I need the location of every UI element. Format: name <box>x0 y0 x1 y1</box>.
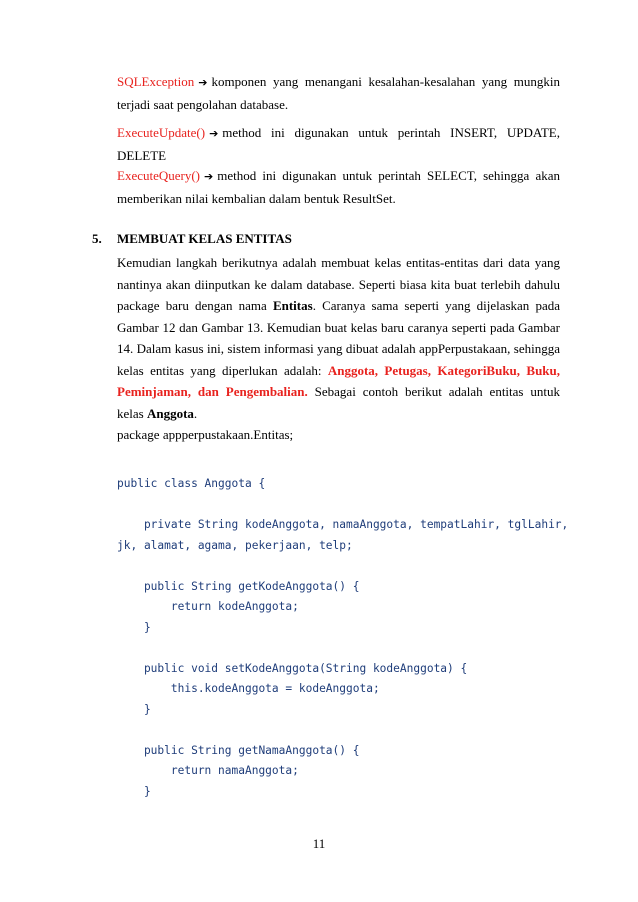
method-description: method ini digunakan untuk perintah INSERT, UPDATE, DELETE <box>117 125 560 163</box>
arrow-right-icon: ➔ <box>209 127 219 140</box>
method-executeupdate <box>117 122 560 166</box>
method-name: ExecuteUpdate() <box>117 125 206 140</box>
package-name: Entitas <box>272 298 313 313</box>
class-name: Anggota <box>146 405 194 421</box>
method-sqlexception <box>117 71 560 115</box>
section-title: MEMBUAT KELAS ENTITAS <box>117 231 292 246</box>
body-text: . Caranya sama seperti yang dijelaskan pada Gambar 12 dan Gambar 13. Kemudian buat kelas baru caranya seperti pada Gambar 14. Dalam kasus ini, sistem informasi yang dibuat adalah appPerpustakaan, sehingga kelas entitas yang diperlukan adalah: <box>117 298 560 378</box>
page-number: 11 <box>312 836 326 851</box>
package-declaration: package appperpustakaan.Entitas; <box>117 427 294 442</box>
method-description: method ini digunakan untuk perintah SELECT, sehingga akan memberikan nilai kembalian dalam bentuk ResultSet. <box>117 168 560 206</box>
section-number: 5. <box>92 231 102 246</box>
body-text: Sebagai contoh berikut adalah entitas untuk kelas <box>117 384 560 421</box>
code-block: public class Anggota { private String kodeAnggota, namaAnggota, tempatLahir, tglLahir, jk, alamat, agama, pekerjaan, telp; public String getKodeAnggota() { return kodeAnggota; } public void setKodeAnggota(String kodeAnggota) { this.kodeAnggota = kodeAnggota; } public String getNamaAnggota() { return namaAnggota; } <box>117 477 569 798</box>
method-name: SQLException <box>117 74 195 89</box>
method-description: komponen yang menangani kesalahan-kesalahan yang mungkin terjadi saat pengolahan database. <box>117 74 560 112</box>
body-text: Kemudian langkah berikutnya adalah membuat kelas entitas-entitas dari data yang nantinya akan diinputkan ke dalam database. Seperti biasa kita buat terlebih dahulu package baru dengan nama <box>117 255 560 313</box>
body-text: . <box>193 405 198 421</box>
body-paragraph <box>117 252 560 424</box>
method-executequery <box>117 165 560 209</box>
method-name: ExecuteQuery() <box>117 168 201 183</box>
section-heading <box>92 231 292 247</box>
entity-list: Anggota, Petugas, KategoriBuku, Buku, Peminjaman, dan Pengembalian. <box>117 362 561 399</box>
arrow-right-icon: ➔ <box>204 170 214 183</box>
arrow-right-icon: ➔ <box>198 76 208 89</box>
